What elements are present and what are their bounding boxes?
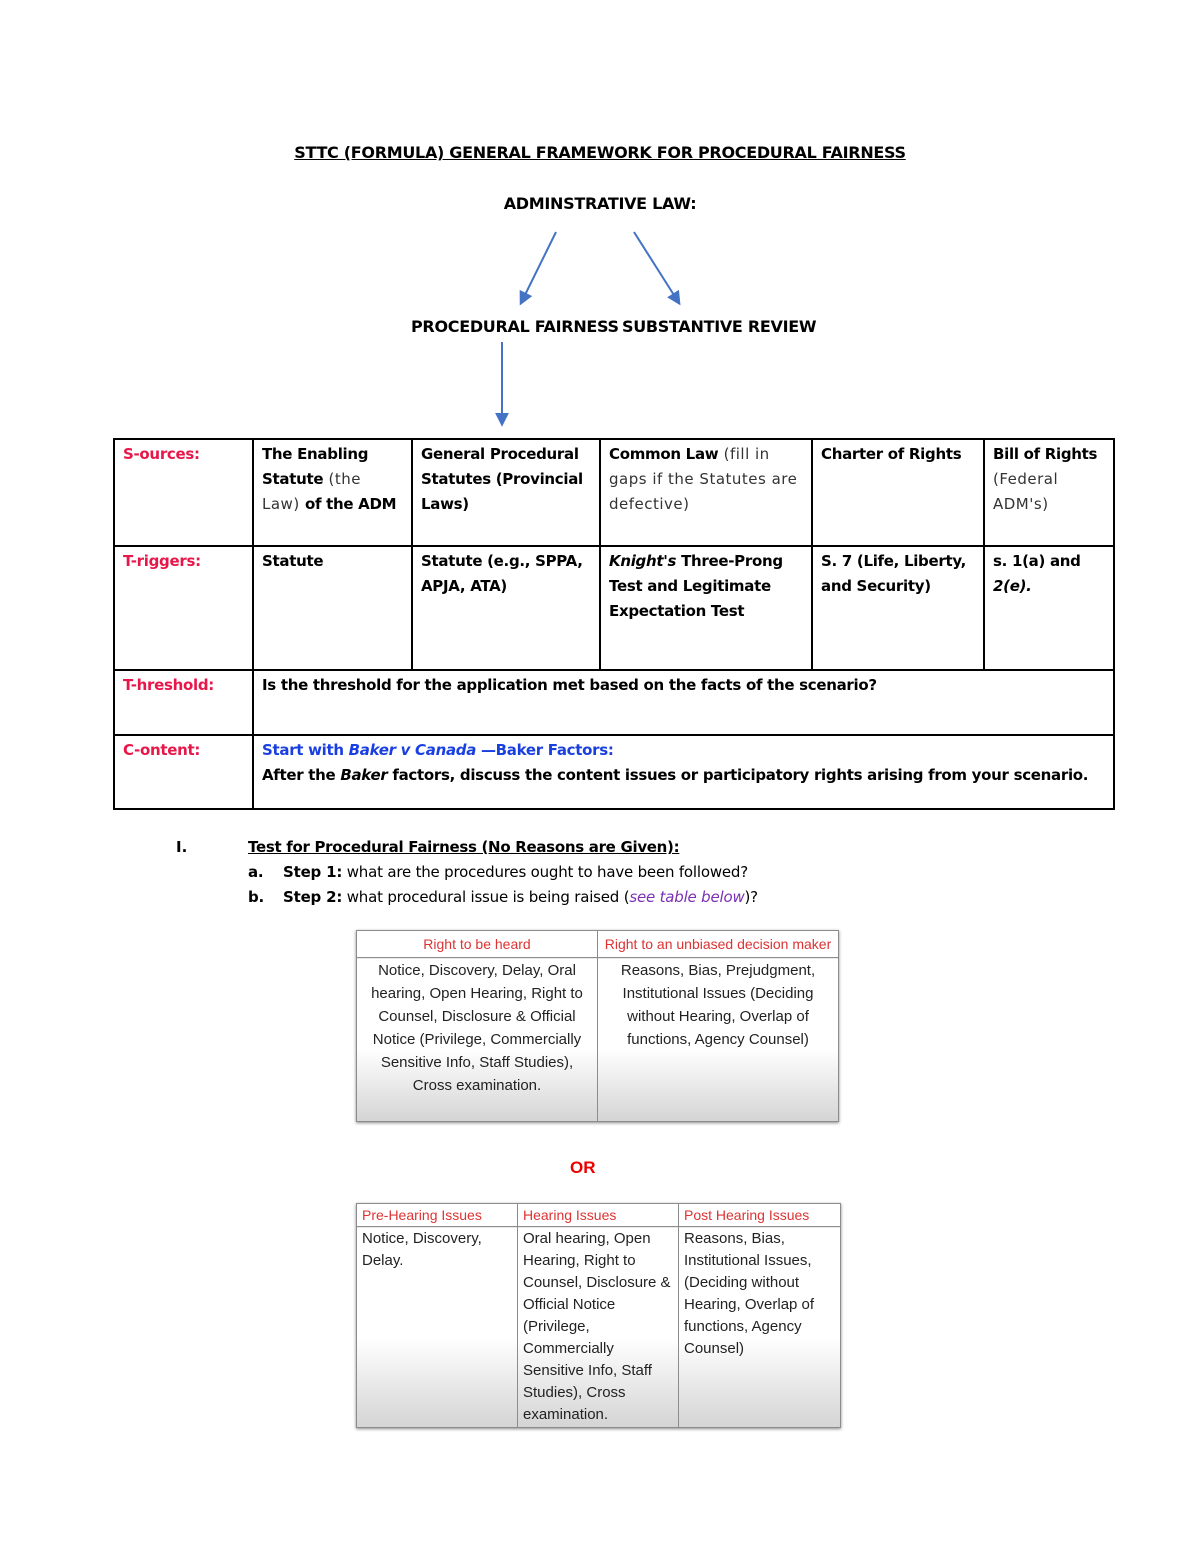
see-table-below-link[interactable]: see table below <box>629 888 745 906</box>
hearing-issues-row <box>357 1227 841 1428</box>
header-hearing: Hearing Issues <box>518 1204 679 1227</box>
hearing-issues-header <box>357 1204 841 1227</box>
post-hearing-cell: Reasons, Bias, Institutional Issues, (Deciding without Hearing, Overlap of functions, Agency Counsel) <box>679 1227 841 1428</box>
sources-enabling-statute: The Enabling Statute (the Law) of the ADM <box>253 439 412 546</box>
header-pre-hearing: Pre-Hearing Issues <box>357 1204 518 1227</box>
flow-arrows <box>0 0 1200 440</box>
triggers-knight-test: Knight's Three-Prong Test and Legitimate Expectation Test <box>600 546 812 670</box>
triggers-bill-sections: s. 1(a) and 2(e). <box>984 546 1114 670</box>
triggers-row <box>114 546 1114 670</box>
sources-label: S-ources: <box>123 445 200 463</box>
baker-line: Start with Baker v Canada —Baker Factors: <box>262 741 614 759</box>
header-right-to-be-heard: Right to be heard <box>357 931 598 958</box>
rights-table-header <box>357 931 839 958</box>
triggers-section-7: S. 7 (Life, Liberty, and Security) <box>812 546 984 670</box>
unbiased-decision-maker-cell: Reasons, Bias, Prejudgment, Institutional Issues (Deciding without Hearing, Overlap of functions, Agency Counsel) <box>598 958 839 1122</box>
threshold-row <box>114 670 1114 735</box>
rights-table <box>356 930 839 1122</box>
arrow-to-substantive <box>634 232 679 303</box>
sources-row <box>114 439 1114 546</box>
pre-hearing-cell: Notice, Discovery, Delay. <box>357 1227 518 1428</box>
step1: Step 1: what are the procedures ought to have been followed? <box>283 863 749 881</box>
header-post-hearing: Post Hearing Issues <box>679 1204 841 1227</box>
hearing-cell: Oral hearing, Open Hearing, Right to Counsel, Disclosure & Official Notice (Privilege, Commercially Sensitive Info, Staff Studies), Cross examination. <box>518 1227 679 1428</box>
hearing-issues-table <box>356 1203 841 1428</box>
baker-factors-line: After the Baker factors, discuss the content issues or participatory rights arising from your scenario. <box>262 766 1089 784</box>
sources-general-statutes: General Procedural Statutes (Provincial Laws) <box>412 439 600 546</box>
step1-marker: a. <box>248 863 264 881</box>
sources-charter: Charter of Rights <box>812 439 984 546</box>
step2-marker: b. <box>248 888 265 906</box>
page-title: STTC (FORMULA) GENERAL FRAMEWORK FOR PROCEDURAL FAIRNESS <box>294 143 906 162</box>
threshold-label: T-hreshold: <box>123 676 214 694</box>
triggers-statute-examples: Statute (e.g., SPPA, APJA, ATA) <box>412 546 600 670</box>
content-text <box>253 735 1114 809</box>
threshold-question: Is the threshold for the application met based on the facts of the scenario? <box>253 670 1114 735</box>
step2: Step 2: what procedural issue is being raised (see table below)? <box>283 888 758 906</box>
rights-table-row <box>357 958 839 1122</box>
substantive-review-label: SUBSTANTIVE REVIEW <box>622 317 817 336</box>
sources-bill-of-rights: Bill of Rights (Federal ADM's) <box>984 439 1114 546</box>
right-to-be-heard-cell: Notice, Discovery, Delay, Oral hearing, Open Hearing, Right to Counsel, Disclosure & Official Notice (Privilege, Commercially Sensitive Info, Staff Studies), Cross examination. <box>357 958 598 1122</box>
arrow-to-procedural <box>521 232 556 303</box>
content-label: C-ontent: <box>123 741 201 759</box>
sources-common-law: Common Law (fill in gaps if the Statutes are defective) <box>600 439 812 546</box>
triggers-statute: Statute <box>253 546 412 670</box>
outline-heading: Test for Procedural Fairness (No Reasons are Given): <box>248 838 680 856</box>
triggers-label: T-riggers: <box>123 552 201 570</box>
content-row <box>114 735 1114 809</box>
outline-numeral: I. <box>176 838 188 856</box>
header-unbiased-decision-maker: Right to an unbiased decision maker <box>598 931 839 958</box>
or-label: OR <box>570 1158 596 1177</box>
subtitle: ADMINSTRATIVE LAW: <box>503 194 697 213</box>
sttc-framework-table <box>113 438 1115 810</box>
procedural-fairness-label: PROCEDURAL FAIRNESS <box>411 317 619 336</box>
